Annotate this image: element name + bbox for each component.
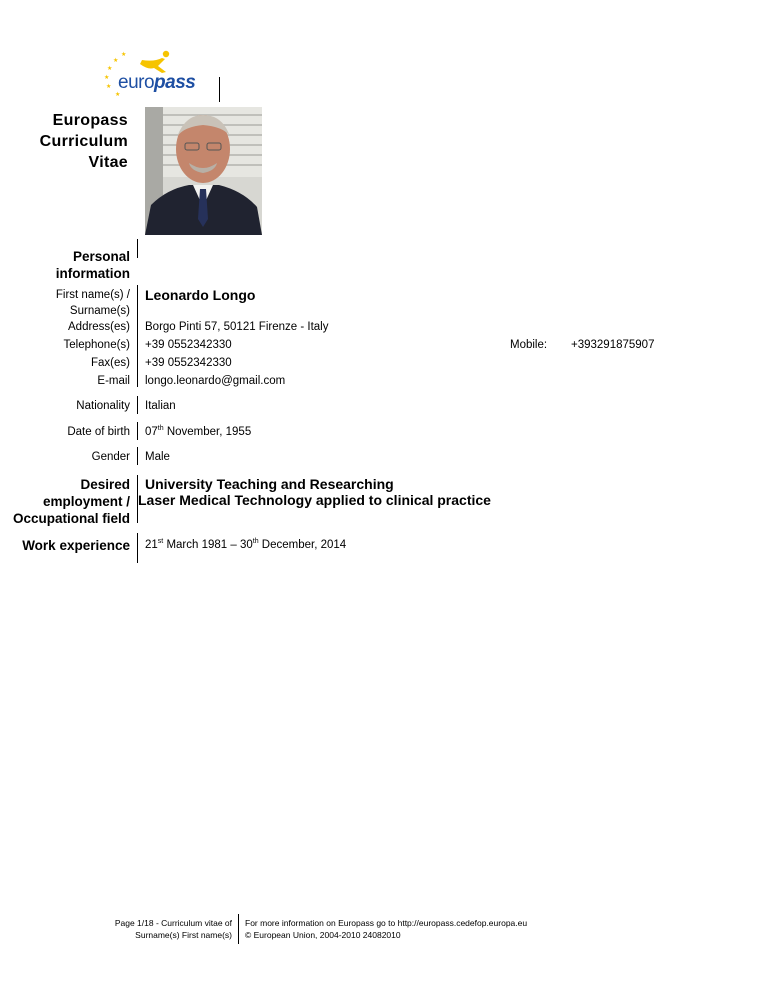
fax-value: +39 0552342330 [145,357,232,369]
star-icon: ★ [107,66,113,72]
star-icon: ★ [104,75,110,81]
mobile-label: Mobile: [510,339,548,351]
star-icon: ★ [106,84,112,90]
email-label: E-mail [97,375,130,387]
full-name: Leonardo Longo [145,287,256,303]
gender-value: Male [145,451,170,463]
cv-title: Europass Curriculum Vitae [39,112,128,171]
personal-information-heading: Personal information [55,249,130,281]
work-experience-heading: Work experience [22,538,130,553]
section-divider [137,239,138,258]
footer-europass-info: For more information on Europass go to http://europass.cedefop.europa.eu © European Union, 2004-2010 24082010 [245,918,528,940]
email-value: longo.leonardo@gmail.com [145,375,286,387]
mobile-value: +393291875907 [571,339,655,351]
dob-label: Date of birth [67,426,130,438]
section-divider [137,285,138,387]
desired-employment-line1: University Teaching and Researching [145,476,394,492]
section-divider [137,447,138,465]
europass-figure-icon [136,50,176,74]
section-divider [137,422,138,440]
desired-employment-heading: Desired employment / Occupational field [12,477,130,526]
star-icon: ★ [115,92,121,98]
gender-label: Gender [91,451,130,463]
telephone-label: Telephone(s) [63,339,130,351]
profile-photo [145,107,262,235]
nationality-label: Nationality [76,400,130,412]
star-icon: ★ [121,52,127,58]
section-divider [137,396,138,414]
europass-logo [102,48,200,100]
footer-page-info: Page 1/18 - Curriculum vitae of Surname(s) First name(s) [114,918,232,940]
star-icon: ★ [113,58,119,64]
desired-employment-line2: Laser Medical Technology applied to clinical practice [138,492,491,508]
header-divider [219,77,220,102]
logo-wordmark: europass [118,72,196,93]
nationality-value: Italian [145,400,176,412]
section-divider [137,533,138,563]
address-value: Borgo Pinti 57, 50121 Firenze - Italy [145,321,329,333]
footer-divider [238,914,239,944]
address-label: Address(es) [68,321,130,333]
work-experience-dates: 21st March 1981 – 30th December, 2014 [145,538,347,551]
name-label: First name(s) / Surname(s) [55,289,130,317]
telephone-value: +39 0552342330 [145,339,232,351]
fax-label: Fax(es) [91,357,130,369]
dob-value: 07th November, 1955 [145,425,252,438]
